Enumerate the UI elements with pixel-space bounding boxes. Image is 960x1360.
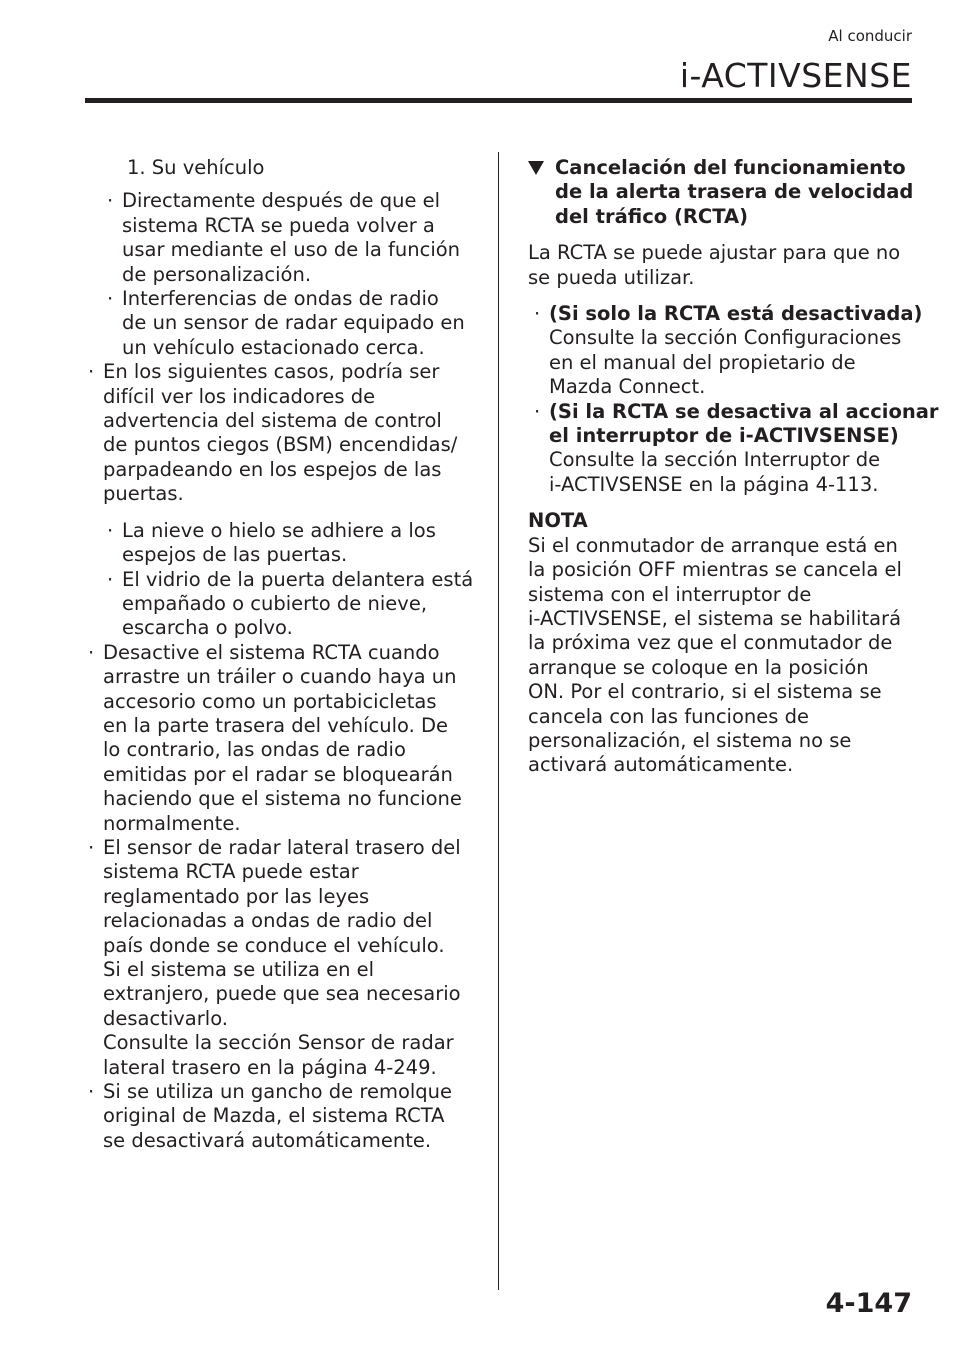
- text-line: · La nieve o hielo se adhiere a los: [122, 518, 436, 542]
- intro-paragraph: [528, 241, 908, 290]
- text-line: se desactivará automáticamente.: [103, 1128, 432, 1152]
- text-line: de un sensor de radar equipado en: [122, 311, 465, 335]
- page-number: 4-147: [825, 1288, 912, 1319]
- text-line: i-ACTIVSENSE, el sistema se habilitará: [528, 606, 902, 630]
- text-line: accesorio como un portabicicletas: [103, 689, 437, 713]
- text-line: cancela con las funciones de: [528, 704, 809, 728]
- text-line: un vehículo estacionado cerca.: [122, 335, 425, 359]
- text-line: sistema RCTA se pueda volver a: [122, 213, 435, 237]
- text-line: empañado o cubierto de nieve,: [122, 591, 428, 615]
- text-line: Consulte la sección Sensor de radar: [103, 1031, 454, 1055]
- section-label: Al conducir: [828, 27, 912, 45]
- heading-line: del tráfico (RCTA): [555, 204, 748, 228]
- text-line: arranque se coloque en la posición: [528, 655, 869, 679]
- text-line: · El sensor de radar lateral trasero del: [103, 835, 461, 859]
- text-line: puertas.: [103, 482, 184, 506]
- text-line: la posición OFF mientras se cancela el: [528, 558, 902, 582]
- text-line: original de Mazda, el sistema RCTA: [103, 1104, 445, 1128]
- text-line: Consulte la sección Interruptor de: [549, 448, 881, 472]
- text-line: sistema RCTA puede estar: [103, 860, 359, 884]
- text-line: la próxima vez que el conmutador de: [528, 631, 893, 655]
- text-line: · Interferencias de ondas de radio: [122, 287, 439, 311]
- left-column: [87, 156, 487, 1153]
- text-line: Si el sistema se utiliza en el: [103, 958, 375, 981]
- chapter-title: i-ACTIVSENSE: [679, 56, 912, 95]
- section-heading: [528, 156, 914, 229]
- text-line: · Directamente después de que el: [122, 189, 441, 213]
- text-line: extranjero, puede que sea necesario: [103, 982, 461, 1006]
- bullet-item: [87, 360, 487, 506]
- text-line: difícil ver los indicadores de: [103, 384, 376, 408]
- text-line: en el manual del propietario de: [549, 350, 856, 374]
- text-line: Consulte la sección Configuraciones: [549, 326, 902, 350]
- text-line: se pueda utilizar.: [528, 265, 695, 289]
- header-rule: [85, 98, 912, 103]
- sub-bullet-item: [87, 287, 487, 360]
- text-line: parpadeando en los espejos de las: [103, 457, 442, 481]
- text-line: · El vidrio de la puerta delantera está: [122, 567, 474, 591]
- bold-line: · (Si solo la RCTA está desactivada): [549, 302, 923, 326]
- text-line: · Si se utiliza un gancho de remolque: [103, 1080, 453, 1104]
- text-line: normalmente.: [103, 811, 241, 835]
- sub-bullet-item: [87, 189, 487, 287]
- text-line: espejos de las puertas.: [122, 543, 348, 567]
- text-line: país donde se conduce el vehículo.: [103, 933, 445, 957]
- text-line: usar mediante el uso de la función: [122, 238, 461, 262]
- right-column: [528, 156, 939, 778]
- text-line: de personalización.: [122, 262, 312, 286]
- bold-line: el interruptor de i-ACTIVSENSE): [549, 424, 899, 448]
- sub-bullet-item: [87, 519, 487, 568]
- text-line: personalización, el sistema no se: [528, 728, 852, 752]
- note-paragraph: [528, 534, 908, 778]
- text-line: La RCTA se puede ajustar para que no: [528, 241, 901, 265]
- text-line: relacionadas a ondas de radio del: [103, 909, 433, 933]
- triangle-marker-icon: [528, 161, 544, 175]
- text-line: i-ACTIVSENSE en la página 4-113.: [549, 472, 879, 496]
- numbered-item: 1. Su vehículo: [127, 156, 265, 179]
- text-line: lateral trasero en la página 4-249.: [103, 1055, 437, 1079]
- text-line: advertencia del sistema de control: [103, 409, 442, 433]
- text-line: en la parte trasera del vehículo. De: [103, 713, 449, 737]
- bullet-item: [87, 1080, 487, 1153]
- bullet-item: [87, 836, 487, 1080]
- column-divider: [498, 152, 499, 1290]
- note-label: NOTA: [528, 509, 588, 533]
- bullet-item: [528, 302, 923, 400]
- text-line: ON. Por el contrario, si el sistema se: [528, 680, 882, 704]
- heading-line: de la alerta trasera de velocidad: [555, 180, 914, 204]
- bullet-item: [528, 399, 939, 498]
- text-line: reglamentado por las leyes: [103, 884, 370, 908]
- text-line: de puntos ciegos (BSM) encendidas/: [103, 433, 458, 457]
- text-line: sistema con el interruptor de: [528, 582, 812, 606]
- text-line: · En los siguientes casos, podría ser: [103, 360, 440, 384]
- bullet-item: [87, 641, 487, 836]
- text-line: desactivarlo.: [103, 1006, 228, 1030]
- text-line: arrastre un tráiler o cuando haya un: [103, 665, 457, 689]
- text-line: escarcha o polvo.: [122, 616, 293, 640]
- text-line: Si el conmutador de arranque está en: [528, 533, 898, 557]
- sub-bullet-item: [87, 568, 487, 641]
- text-line: emitidas por el radar se bloquearán: [103, 762, 453, 786]
- text-line: Mazda Connect.: [549, 375, 706, 399]
- heading-line: Cancelación del funcionamiento: [555, 156, 906, 179]
- text-line: lo contrario, las ondas de radio: [103, 738, 406, 762]
- bold-line: · (Si la RCTA se desactiva al accionar: [549, 399, 939, 423]
- text-line: activará automáticamente.: [528, 753, 794, 777]
- text-line: · Desactive el sistema RCTA cuando: [103, 640, 440, 664]
- text-line: haciendo que el sistema no funcione: [103, 787, 462, 811]
